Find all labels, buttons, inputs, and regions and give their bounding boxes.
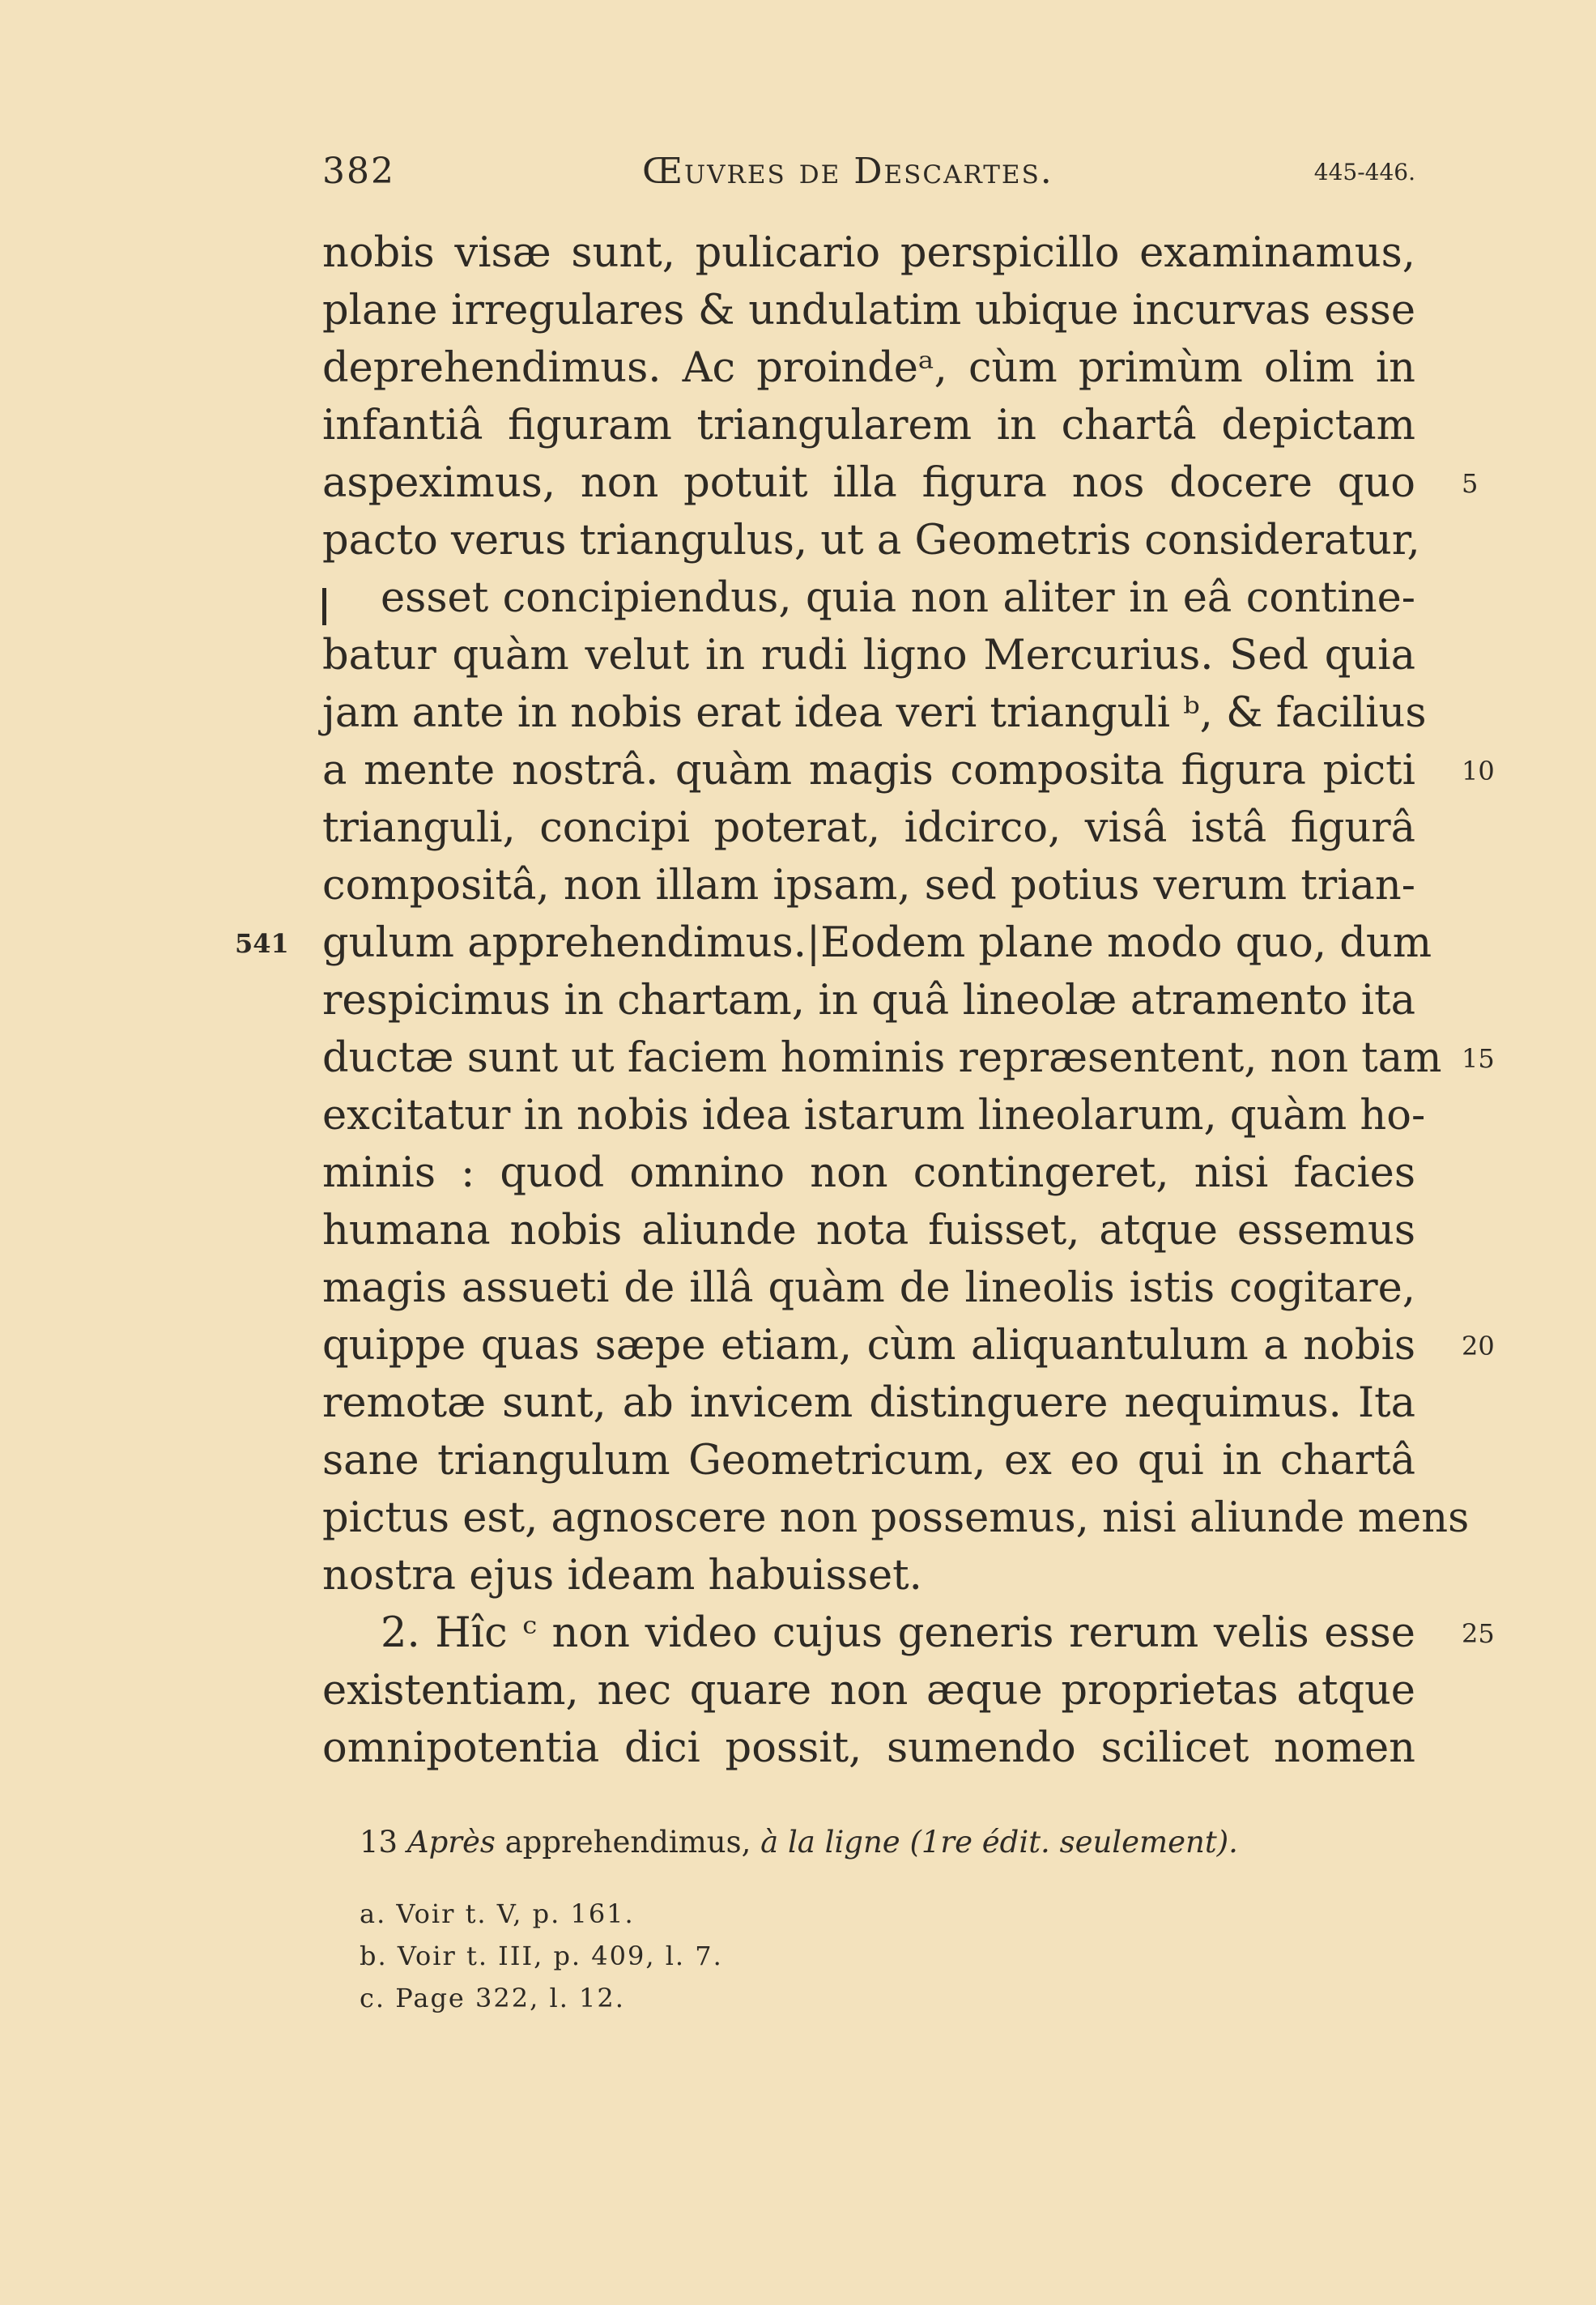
text-line: excitatur in nobis idea istarum lineolarum, quàm ho- — [322, 1092, 1426, 1140]
footnote: c. Page 322, l. 12. — [360, 1983, 625, 2013]
footnote: b. Voir t. III, p. 409, l. 7. — [360, 1941, 723, 1971]
text-line: jam ante in nobis erat idea veri trianguli ᵇ, & facilius — [322, 689, 1427, 737]
text-line: respicimus in chartam, in quâ lineolæ atramento ita — [322, 977, 1415, 1025]
variant-note — [360, 1820, 1412, 1865]
variant-word: apprehendimus, — [504, 1825, 751, 1860]
text-line: infantiâ figuram triangularem in chartâ depictam — [322, 402, 1415, 449]
line-number: 25 — [1462, 1618, 1495, 1649]
line-number: 15 — [1462, 1043, 1495, 1074]
text-line: pictus est, agnoscere non possemus, nisi aliunde mens — [322, 1494, 1470, 1542]
text-line: esset concipiendus, quia non aliter in eâ contine- — [381, 574, 1415, 622]
page-header — [322, 151, 1415, 199]
running-title: Œuvres de Descartes. — [642, 151, 1053, 192]
text-line: trianguli, concipi poterat, idcirco, visâ istâ figurâ — [322, 804, 1415, 852]
text-line: nostra ejus ideam habuisset. — [322, 1552, 922, 1600]
text-line: gulum apprehendimus.|Eodem plane modo quo, dum — [322, 919, 1432, 967]
text-line: ductæ sunt ut faciem hominis repræsentent, non tam — [322, 1034, 1442, 1082]
text-line: magis assueti de illâ quàm de lineolis istis cogitare, — [322, 1264, 1415, 1312]
line-number: 10 — [1462, 756, 1495, 786]
variant-post: à la ligne (1re édit. seulement). — [760, 1825, 1238, 1860]
text-line: compositâ, non illam ipsam, sed potius verum trian- — [322, 862, 1415, 910]
text-line: sane triangulum Geometricum, ex eo qui in chartâ — [322, 1437, 1415, 1485]
text-line: 2. Hîc ᶜ non video cujus generis rerum velis esse — [381, 1609, 1415, 1657]
text-line: existentiam, nec quare non æque proprietas atque — [322, 1667, 1415, 1715]
edition-page-number: 541 — [235, 928, 289, 959]
text-line: omnipotentia dici possit, sumendo scilicet nomen — [322, 1724, 1415, 1772]
footnote-list — [360, 1893, 1412, 2019]
text-line: a mente nostrâ. quàm magis composita figura picti — [322, 747, 1415, 795]
line-number: 5 — [1462, 468, 1479, 499]
text-line: aspeximus, non potuit illa figura nos docere quo — [322, 459, 1415, 507]
text-line: pacto verus triangulus, ut a Geometris consideratur, — [322, 517, 1420, 565]
text-line: batur quàm velut in rudi ligno Mercurius. Sed quia — [322, 632, 1415, 680]
variant-line-number: 13 — [360, 1825, 398, 1860]
text-line: deprehendimus. Ac proindeᵃ, cùm primùm olim in — [322, 344, 1415, 392]
text-line: humana nobis aliunde nota fuisset, atque essemus — [322, 1207, 1415, 1255]
page-range: 445-446. — [1313, 159, 1415, 185]
text-line: nobis visæ sunt, pulicario perspicillo examinamus, — [322, 229, 1415, 277]
text-line: remotæ sunt, ab invicem distinguere nequimus. Ita — [322, 1379, 1415, 1427]
variant-pre: Après — [406, 1825, 496, 1860]
text-line: plane irregulares & undulatim ubique incurvas esse — [322, 287, 1415, 334]
footnote: a. Voir t. V, p. 161. — [360, 1898, 635, 1929]
footnotes — [360, 1820, 1412, 2019]
page-number: 382 — [322, 151, 395, 192]
text-line: minis : quod omnino non contingeret, nisi facies — [322, 1149, 1415, 1197]
text-line: quippe quas sæpe etiam, cùm aliquantulum a nobis — [322, 1322, 1415, 1370]
line-number: 20 — [1462, 1331, 1495, 1361]
paragraph-marker — [322, 588, 326, 625]
